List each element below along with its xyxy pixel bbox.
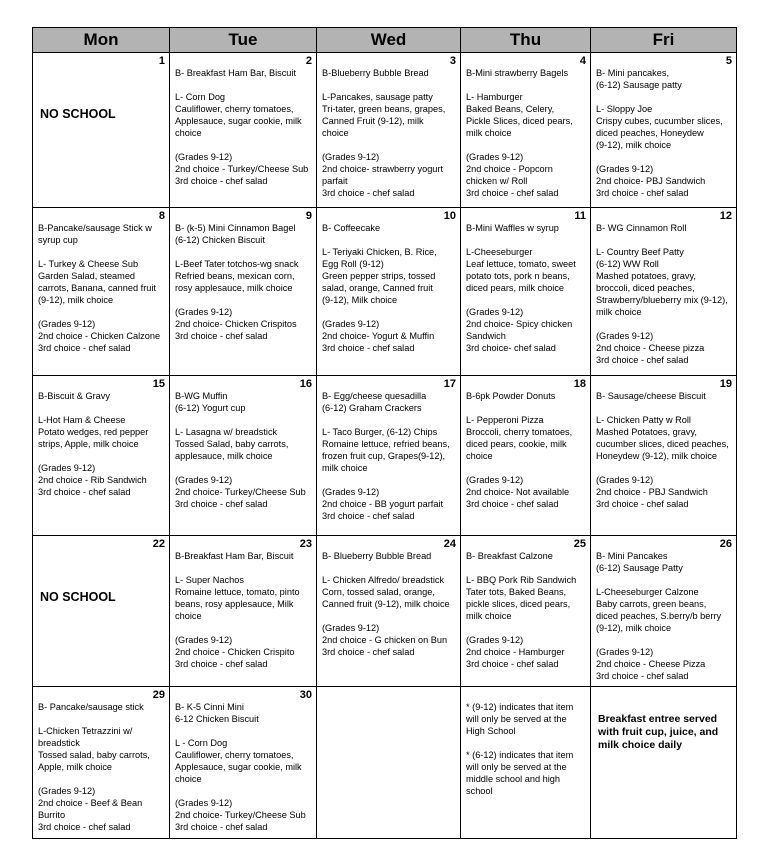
- menu-text: B-Pancake/sausage Stick w syrup cup L- Turkey & Cheese Sub Garden Salad, steamed carrots, Banana, canned fruit (9-12), milk choice (Grades 9-12) 2nd choice - Chicken Calzone 3rd choice - chef salad: [38, 223, 161, 354]
- weekday-header: Tue: [170, 28, 317, 53]
- day-cell: [170, 375, 317, 535]
- day-cell: [170, 536, 317, 686]
- day-cell: [461, 686, 591, 838]
- day-number: 25: [573, 538, 586, 551]
- day-number: 4: [579, 55, 586, 67]
- menu-text: B- Breakfast Ham Bar, Biscuit L- Corn Dog Cauliflower, cherry tomatoes, Applesauce, sugar cookie, milk choice (Grades 9-12) 2nd choice - Turkey/Cheese Sub 3rd choice - chef salad: [175, 68, 309, 186]
- menu-text: B-Mini strawberry Bagels L- Hamburger Baked Beans, Celery, Pickle Slices, diced pears, milk choice (Grades 9-12) 2nd choice - Popcorn chicken w/ Roll 3rd choice - chef salad: [466, 68, 573, 198]
- week-row: [33, 536, 737, 686]
- day-cell: [317, 208, 461, 375]
- day-cell: [317, 375, 461, 535]
- weekday-header: Wed: [317, 28, 461, 53]
- week-row: [33, 375, 737, 535]
- no-school-label: NO SCHOOL: [40, 107, 116, 121]
- no-school-label: NO SCHOOL: [40, 590, 116, 605]
- day-cell: [33, 536, 170, 686]
- menu-calendar: [32, 27, 737, 839]
- menu-text: B- Sausage/cheese Biscuit L- Chicken Patty w Roll Mashed Potatoes, gravy, cucumber slices, diced peaches, Honeydew (9-12), milk choice (Grades 9-12) 2nd choice - PBJ Sandwich 3rd choice - chef salad: [596, 390, 729, 509]
- breakfast-note: Breakfast entree served with fruit cup, juice, and milk choice daily: [598, 712, 719, 751]
- menu-text: B- K-5 Cinni Mini 6-12 Chicken Biscuit L - Corn Dog Cauliflower, cherry tomatoes, Applesauce, sugar cookie, milk choice (Grades 9-12) 2nd choice- Turkey/Cheese Sub 3rd choice - chef salad: [175, 701, 306, 832]
- day-number: 11: [574, 210, 586, 223]
- menu-text: B-6pk Powder Donuts L- Pepperoni Pizza Broccoli, cherry tomatoes, diced pears, cookie, milk choice (Grades 9-12) 2nd choice- Not available 3rd choice - chef salad: [466, 390, 573, 509]
- day-cell: [591, 536, 737, 686]
- day-cell: [317, 686, 461, 838]
- day-cell: [461, 208, 591, 375]
- day-number: 26: [719, 538, 732, 551]
- menu-text: B-Biscuit & Gravy L-Hot Ham & Cheese Potato wedges, red pepper strips, Apple, milk choice (Grades 9-12) 2nd choice - Rib Sandwich 3rd choice - chef salad: [38, 390, 149, 497]
- day-number: 23: [299, 538, 312, 551]
- day-cell: [461, 53, 591, 208]
- day-number: 22: [152, 538, 165, 551]
- day-number: 8: [158, 210, 165, 223]
- day-cell: [170, 208, 317, 375]
- day-number: 3: [449, 55, 456, 67]
- weekday-header: Mon: [33, 28, 170, 53]
- day-cell: [591, 686, 737, 838]
- menu-text: B- Breakfast Calzone L- BBQ Pork Rib Sandwich Tater tots, Baked Beans, pickle slices, diced pears, milk choice (Grades 9-12) 2nd choice - Hamburger 3rd choice - chef salad: [466, 551, 577, 670]
- day-cell: [33, 686, 170, 838]
- day-number: 16: [299, 377, 312, 390]
- grade-legend-note: * (9-12) indicates that item will only be served at the High School * (6-12) indicates that item will only be served at the middle school and high school: [466, 701, 574, 796]
- day-number: 15: [152, 377, 165, 390]
- weekday-header: Thu: [461, 28, 591, 53]
- day-cell: [591, 208, 737, 375]
- day-number: 18: [573, 377, 586, 390]
- menu-text: B- Coffeecake L- Teriyaki Chicken, B. Rice, Egg Roll (9-12) Green pepper strips, tossed salad, orange, Canned fruit (9-12), Milk choice (Grades 9-12) 2nd choice- Yogurt & Muffin 3rd choice - chef salad: [322, 223, 437, 354]
- day-number: 10: [443, 210, 456, 223]
- day-number: 24: [443, 538, 456, 551]
- day-number: 2: [305, 55, 312, 67]
- day-cell: [591, 53, 737, 208]
- menu-text: B- WG Cinnamon Roll L- Country Beef Patty (6-12) WW Roll Mashed potatoes, gravy, broccoli, diced peaches, Strawberry/blueberry mix (9-12), milk choice (Grades 9-12) 2nd choice - Cheese pizza 3rd choice - chef salad: [596, 223, 728, 366]
- day-number: 12: [719, 210, 732, 223]
- week-row: [33, 686, 737, 838]
- week-row: [33, 208, 737, 375]
- day-cell: [591, 375, 737, 535]
- day-number: 1: [158, 55, 165, 67]
- weekday-header: Fri: [591, 28, 737, 53]
- menu-text: B- Mini pancakes, (6-12) Sausage patty L- Sloppy Joe Crispy cubes, cucumber slices, diced peaches, Honeydew (9-12), milk choice (Grades 9-12) 2nd choice- PBJ Sandwich 3rd choice - chef salad: [596, 68, 723, 198]
- menu-text: B- (k-5) Mini Cinnamon Bagel (6-12) Chicken Biscuit L-Beef Tater totchos-wg snack Refried beans, mexican corn, rosy applesauce, milk choice (Grades 9-12) 2nd choice- Chicken Crispitos 3rd choice - chef salad: [175, 223, 299, 342]
- menu-text: B- Pancake/sausage stick L-Chicken Tetrazzini w/ breadstick Tossed salad, baby carrots, Apple, milk choice (Grades 9-12) 2nd choice - Beef & Bean Burrito 3rd choice - chef salad: [38, 701, 150, 832]
- menu-text: B- Mini Pancakes (6-12) Sausage Patty L-Cheeseburger Calzone Baby carrots, green beans, diced peaches, S.berry/b berry (9-12), milk choice (Grades 9-12) 2nd choice - Cheese Pizza 3rd choice - chef salad: [596, 551, 722, 682]
- day-number: 17: [443, 377, 456, 390]
- day-cell: [317, 53, 461, 208]
- day-cell: [461, 536, 591, 686]
- day-cell: [461, 375, 591, 535]
- day-cell: [170, 686, 317, 838]
- day-cell: [33, 53, 170, 208]
- day-cell: [33, 208, 170, 375]
- menu-text: B-Mini Waffles w syrup L-Cheeseburger Leaf lettuce, tomato, sweet potato tots, pork n beans, diced pears, milk choice (Grades 9-12) 2nd choice- Spicy chicken Sandwich 3rd choice- chef salad: [466, 223, 576, 354]
- day-number: 29: [152, 688, 165, 701]
- day-number: 19: [719, 377, 732, 390]
- day-cell: [170, 53, 317, 208]
- week-row: [33, 53, 737, 208]
- menu-text: B-Breakfast Ham Bar, Biscuit L- Super Nachos Romaine lettuce, tomato, pinto beans, rosy applesauce, Milk choice (Grades 9-12) 2nd choice - Chicken Crispito 3rd choice - chef salad: [175, 551, 300, 670]
- day-cell: [33, 375, 170, 535]
- menu-text: B- Egg/cheese quesadilla (6-12) Graham Crackers L- Taco Burger, (6-12) Chips Romaine lettuce, refried beans, frozen fruit cup, Grapes(9-12), milk choice (Grades 9-12) 2nd choice - BB yogurt parfait 3rd choice - chef salad: [322, 390, 450, 521]
- day-number: 9: [305, 210, 312, 223]
- menu-text: B-Blueberry Bubble Bread L-Pancakes, sausage patty Tri-tater, green beans, grapes, Canned Fruit (9-12), milk choice (Grades 9-12) 2nd choice- strawberry yogurt parfait 3rd choice - chef salad: [322, 68, 446, 198]
- day-number: 30: [299, 688, 312, 701]
- weekday-header-row: [33, 28, 737, 53]
- menu-text: B- Blueberry Bubble Bread L- Chicken Alfredo/ breadstick Corn, tossed salad, orange, Canned fruit (9-12), milk choice (Grades 9-12) 2nd choice - G chicken on Bun 3rd choice - chef salad: [322, 551, 450, 658]
- day-number: 5: [725, 55, 732, 67]
- menu-text: B-WG Muffin (6-12) Yogurt cup L- Lasagna w/ breadstick Tossed Salad, baby carrots, applesauce, milk choice (Grades 9-12) 2nd choice- Turkey/Cheese Sub 3rd choice - chef salad: [175, 390, 306, 509]
- day-cell: [317, 536, 461, 686]
